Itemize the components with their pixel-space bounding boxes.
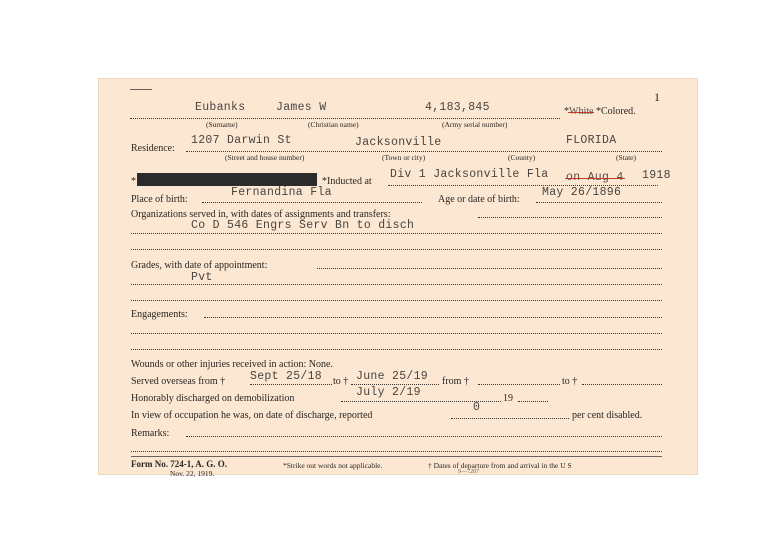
inducted-on-value: on Aug 4 [566,171,624,184]
grades-line-3 [131,300,662,301]
race-white-struck: White [569,106,594,117]
street-label: (Street and house number) [225,153,305,162]
card-number: 1 [654,90,660,104]
disability-percent-value: 0 [473,401,481,414]
to-label-2: to † [562,376,578,387]
org-line-2 [131,233,662,234]
redacted-block [137,173,317,186]
christian-name-value: James W [276,101,327,114]
to-line-2 [582,384,662,385]
year-line [518,401,548,402]
occupation-label: In view of occupation he was, on date of discharge, reported [131,410,373,421]
street-value: 1207 Darwin St [191,134,292,147]
town-label: (Town or city) [382,153,426,162]
from-label: from † [442,376,469,387]
strike-note: *Strike out words not applicable. [283,461,383,470]
remarks-line-2 [131,451,662,452]
form-date: Nov. 22, 1919. [170,469,215,478]
org-line-1 [478,217,662,218]
service-record-card [98,78,698,478]
grades-line-2 [131,284,662,285]
engagements-label: Engagements: [131,309,188,320]
place-of-birth-value: Fernandina Fla [231,186,332,199]
grades-label: Grades, with date of appointment: [131,260,268,271]
engagements-line-1 [204,317,662,318]
date-of-birth-value: May 26/1896 [542,186,622,199]
honorably-discharged-label: Honorably discharged on demobilization [131,393,295,404]
org-line-3 [131,249,662,250]
organizations-label: Organizations served in, with dates of assignments and transfers: [131,209,391,220]
overseas-to-line [351,384,439,385]
surname-label: (Surname) [206,120,238,129]
engagements-line-3 [131,349,662,350]
organization-value: Co D 546 Engrs Serv Bn to disch [191,219,415,232]
disability-line [451,418,569,419]
age-label: Age or date of birth: [438,194,520,205]
wounds-label: Wounds or other injuries received in action: None. [131,359,333,370]
form-number: Form No. 724-1, A. G. O. [131,459,227,469]
footer-code: 9—7207 [458,469,479,475]
residence-line [186,151,662,152]
place-of-birth-label: Place of birth: [131,194,188,205]
name-line [130,118,560,119]
town-value: Jacksonville [355,136,442,149]
to-label-1: to † [333,376,349,387]
overseas-from-line [250,384,332,385]
grades-line-1 [317,268,662,269]
engagements-line-2 [131,333,662,334]
race-colored: Colored. [600,106,636,117]
state-label: (State) [616,153,636,162]
serial-label: (Army serial number) [442,120,508,129]
inducted-label: *Inducted at [322,176,372,187]
year-19-label: 19 [503,393,513,404]
from-line [478,384,560,385]
per-cent-label: per cent disabled. [572,410,643,421]
residence-label: Residence: [131,143,175,154]
race-field: *White *Colored. [564,106,636,117]
inducted-at-value: Div 1 Jacksonville Fla [390,168,549,181]
serial-number-value: 4,183,845 [425,101,490,114]
state-value: FLORIDA [566,134,617,147]
grade-value: Pvt [191,271,213,284]
dagger-note: † Dates of departure from and arrival in the U S [428,461,572,470]
overseas-to-value: June 25/19 [356,370,429,383]
served-overseas-label: Served overseas from † [131,376,226,387]
overseas-from-value: Sept 25/18 [250,370,323,383]
top-rule [130,89,152,90]
enlisted-asterisk: * [131,176,136,187]
dob-line [536,202,662,203]
county-label: (County) [508,153,536,162]
remarks-label: Remarks: [131,428,170,439]
birth-place-line [202,202,422,203]
remarks-line-1 [186,436,662,437]
inducted-year-value: 1918 [642,169,671,182]
footer-rule [131,456,662,457]
christian-name-label: (Christian name) [308,120,359,129]
surname-value: Eubanks [195,101,246,114]
discharge-date-value: July 2/19 [356,386,421,399]
